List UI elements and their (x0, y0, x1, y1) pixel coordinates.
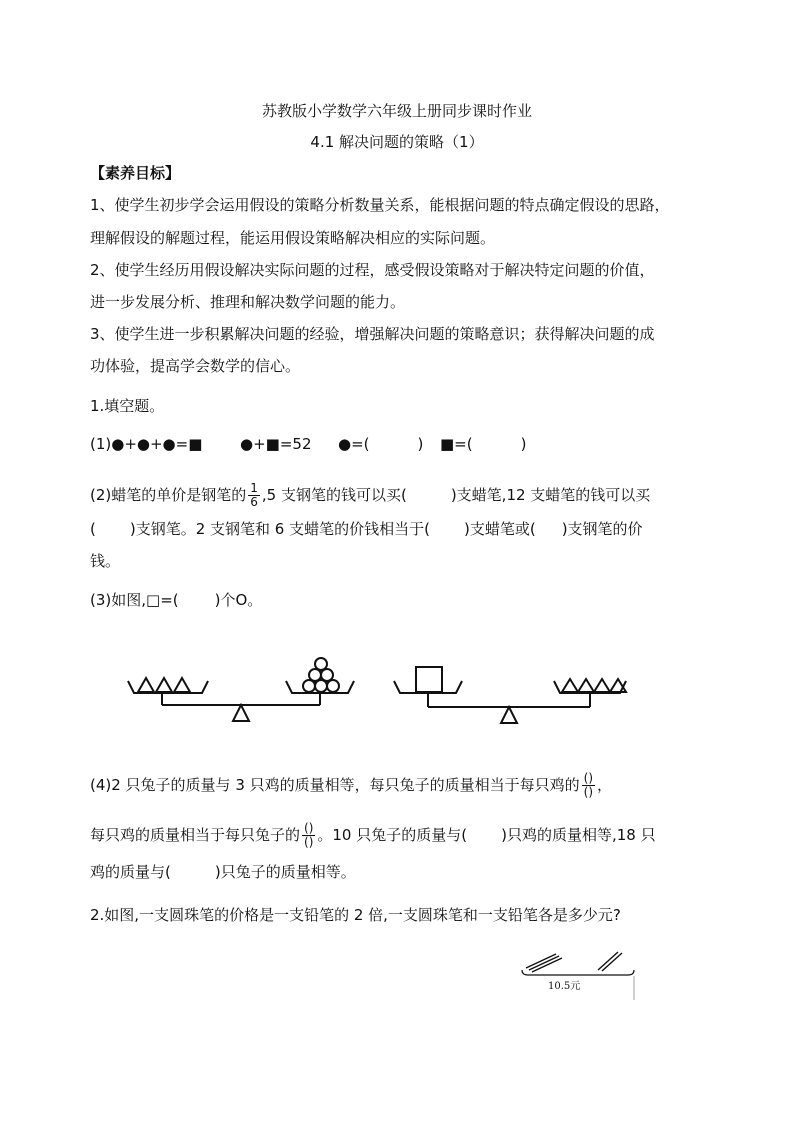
q1-part4-line-3: 鸡的质量与( )只兔子的质量相等。 (90, 863, 356, 881)
balance-scales-figure (120, 645, 640, 735)
lesson-subtitle: 4.1 解决问题的策略（1） (310, 133, 484, 151)
q1-part1-equation-b: ●+■=52 (240, 435, 312, 453)
triangle-weight (156, 678, 172, 692)
q1-part2-line-2: ( )支钢笔。2 支钢笔和 6 支蜡笔的价钱相当于( )支蜡笔或( )支钢笔的价 (90, 520, 643, 538)
rabbit-to-chicken-fraction[interactable]: $\frac{()}{()}$ (583, 771, 594, 799)
pencil-icon (598, 952, 622, 971)
chicken-to-rabbit-fraction[interactable]: $\frac{()}{()}$ (304, 821, 314, 849)
left-fulcrum (233, 705, 249, 721)
triangle-weight (138, 678, 154, 692)
goal-3-line-1: 3、使学生进一步积累解决问题的经验，增强解决问题的策略意识；获得解决问题的成 (90, 325, 655, 343)
right-fulcrum (501, 707, 517, 723)
ballpoint-pen-icon (526, 954, 562, 972)
q1-part1-circle-label: ●=( (338, 435, 370, 453)
triangle-weight (174, 678, 190, 692)
q1-part1-equation-a: (1)●+●+●=■ (90, 435, 203, 453)
worksheet-title: 苏教版小学数学六年级上册同步课时作业 (261, 102, 532, 120)
triangle-weight (578, 679, 594, 692)
q1-part3-text: (3)如图,□=( )个O。 (90, 591, 263, 609)
q1-part2-line-1: (2)蜡笔的单价是钢笔的 $\frac{1}{6}$ ,5 支钢笔的钱可以买( )支蜡笔,12 支蜡笔的钱可以买 (90, 481, 651, 509)
goal-3-line-2: 功体验，提高学会数学的信心。 (90, 357, 301, 375)
triangle-weight (562, 679, 578, 692)
one-sixth-fraction: $\frac{1}{6}$ (250, 481, 258, 509)
question-2-text: 2.如图,一支圆珠笔的价格是一支铅笔的 2 倍,一支圆珠笔和一支铅笔各是多少元? (90, 906, 621, 924)
square-weight (416, 667, 442, 692)
left-balance-scale (128, 658, 354, 721)
pens-pencils-figure (518, 946, 642, 1002)
circle-weight (303, 680, 315, 692)
price-label: 10.5元 (548, 981, 581, 992)
goal-2-line-2: 进一步发展分析、推理和解决数学问题的能力。 (90, 293, 406, 311)
right-balance-scale (394, 667, 626, 723)
circle-weight (309, 669, 321, 681)
circle-weight (321, 669, 333, 681)
q1-part1-answer-square[interactable]: ■=( ) (440, 435, 527, 453)
circle-weight (327, 680, 339, 692)
circle-weight (315, 680, 327, 692)
q1-part1-answer-circle[interactable]: ●=( ) (338, 435, 424, 453)
q1-part4-line-1: (4)2 只兔子的质量与 3 只鸡的质量相等，每只兔子的质量相当于每只鸡的 $\frac{()}{()}$ ， (90, 771, 613, 799)
q1-part1-square-label: ■=( (440, 435, 473, 453)
goal-2-line-1: 2、使学生经历用假设解决实际问题的过程，感受假设策略对于解决特定问题的价值， (90, 261, 655, 279)
goals-heading: 【素养目标】 (90, 164, 181, 182)
question-1-heading: 1.填空题。 (90, 397, 165, 415)
q1-part2-line-3: 钱。 (90, 552, 121, 570)
goal-1-line-2: 理解假设的解题过程，能运用假设策略解决相应的实际问题。 (90, 229, 496, 247)
q1-part4-line-2: 每只鸡的质量相当于每只兔子的 $\frac{()}{()}$ 。10 只兔子的质量与( )只鸡的质量相等,18 只 (90, 821, 656, 849)
circle-weight (315, 658, 327, 670)
triangle-weight (594, 679, 610, 692)
bracket-line (522, 970, 634, 975)
goal-1-line-1: 1、使学生初步学会运用假设的策略分析数量关系，能根据问题的特点确定假设的思路， (90, 196, 670, 214)
